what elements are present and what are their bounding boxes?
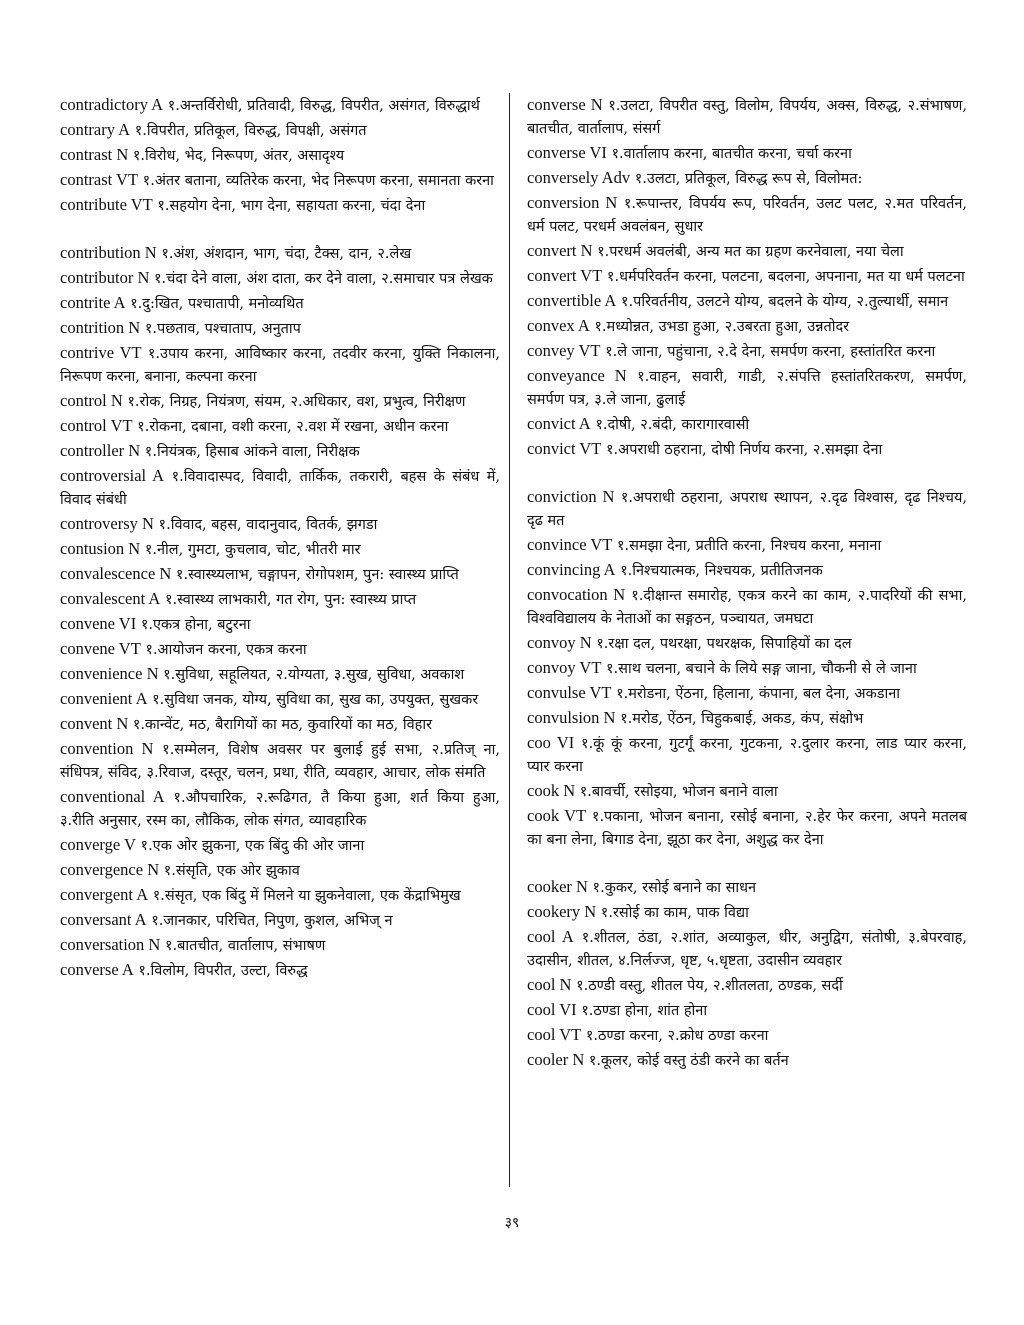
entry-definition: १.परिवर्तनीय, उलटने योग्य, बदलने के योग्य, २.तुल्यार्थी, समान (620, 294, 949, 310)
dictionary-entry (527, 437, 967, 462)
entry-definition: १.स्वास्थ्यलाभ, चङ्गापन, रोगोपशम, पुन: स्वास्थ्य प्राप्ति (175, 567, 459, 583)
entry-definition: १.चंदा देने वाला, अंश दाता, कर देने वाला, २.समाचार पत्र लेखक (153, 271, 493, 287)
dictionary-entry (527, 998, 967, 1023)
dictionary-entry (527, 681, 967, 706)
dictionary-entry (60, 93, 500, 118)
entry-headword: convene VI (60, 614, 137, 633)
dictionary-entry (60, 958, 500, 983)
entry-headword: convert N (527, 241, 593, 260)
entry-headword: controversy N (60, 514, 154, 533)
dictionary-entry (60, 737, 500, 785)
dictionary-entry (60, 414, 500, 439)
entry-headword: convergent A (60, 885, 149, 904)
dictionary-entry (527, 731, 967, 779)
entry-definition: १.वाहन, सवारी, गाडी, २.संपत्ति हस्तांतरितकरण, समर्पण, समर्पण पत्र, ३.ले जाना, ढुलाई (527, 369, 967, 408)
entry-headword: cookery N (527, 902, 597, 921)
entry-definition: १.वार्तालाप करना, बातचीत करना, चर्चा करना (611, 146, 852, 162)
dictionary-entry (60, 439, 500, 464)
entry-headword: contrary A (60, 120, 131, 139)
entry-definition: १.कुकर, रसोई बनाने का साधन (592, 880, 757, 896)
dictionary-entry (527, 631, 967, 656)
entry-definition: १.कूलर, कोई वस्तु ठंडी करने का बर्तन (588, 1053, 789, 1069)
entry-definition: १.कूं कूं करना, गुटर्गूं करना, गुटकना, २.दुलार करना, लाड प्यार करना, प्यार करना (527, 736, 968, 775)
entry-headword: cool VT (527, 1025, 582, 1044)
entry-definition: १.दीक्षान्त समारोह, एकत्र करने का काम, २.पादरियों की सभा, विश्वविद्यालय के नेताओं का सङ्गठन, पञ्चायत, जमघटा (527, 588, 967, 627)
dictionary-entry (527, 364, 967, 412)
entry-definition: १.विलोम, विपरीत, उल्टा, विरुद्ध (138, 963, 308, 979)
dictionary-entry (60, 389, 500, 414)
entry-headword: cool N (527, 975, 572, 994)
dictionary-entry (527, 925, 967, 973)
dictionary-entry (527, 900, 967, 925)
entry-definition: १.उलटा, विपरीत वस्तु, विलोम, विपर्यय, अक्स, विरुद्ध, २.संभाषण, बातचीत, वार्तालाप, संसर्ग (527, 98, 967, 137)
dictionary-entry (527, 533, 967, 558)
entry-definition: १.बावर्ची, रसोइया, भोजन बनाने वाला (579, 784, 778, 800)
dictionary-entry (60, 687, 500, 712)
entry-headword: cook VT (527, 806, 587, 825)
entry-definition: १.संसृत, एक बिंदु में मिलने या झुकनेवाला, एक केंद्राभिमुख (152, 888, 461, 904)
entry-headword: contribution N (60, 243, 157, 262)
entry-definition: १.पकाना, भोजन बनाना, रसोई बनाना, २.हेर फेर करना, अपने मतलब का बना लेना, बिगाड देना, झूठा कर देना, अशुद्ध कर देना (527, 809, 967, 848)
dictionary-entry (60, 883, 500, 908)
entry-definition: १.साथ चलना, बचाने के लिये सङ्ग जाना, चौकनी से ले जाना (606, 661, 917, 677)
dictionary-entry (527, 141, 967, 166)
entry-headword: convocation N (527, 585, 626, 604)
dictionary-entry (60, 908, 500, 933)
entry-headword: convulse VT (527, 683, 612, 702)
dictionary-entry (527, 314, 967, 339)
entry-definition: १.जानकार, परिचित, निपुण, कुशल, अभिज् न (151, 913, 393, 929)
entry-definition: १.विवादास्पद, विवादी, तार्किक, तकरारी, बहस के संबंध में, विवाद संबंधी (60, 469, 501, 508)
entry-headword: controller N (60, 441, 141, 460)
entry-definition: १.एकत्र होना, बटुरना (140, 617, 251, 633)
entry-definition: १.रोकना, दबाना, वशी करना, २.वश में रखना, अधीन करना (137, 419, 449, 435)
entry-headword: contrite A (60, 293, 126, 312)
entry-headword: cool VI (527, 1000, 577, 1019)
entry-headword: convince VT (527, 535, 613, 554)
dictionary-entry (60, 933, 500, 958)
entry-headword: conveyance N (527, 366, 627, 385)
entry-headword: convertible A (527, 291, 617, 310)
entry-definition: १.मरोडना, ऐंठना, हिलाना, कंपाना, बल देना, अकडाना (616, 686, 901, 702)
entry-headword: convergence N (60, 860, 160, 879)
entry-definition: १.मध्योन्नत, उभडा हुआ, २.उबरता हुआ, उन्नतोदर (594, 319, 850, 335)
entry-headword: converse N (527, 95, 603, 114)
entry-definition: १.औपचारिक, २.रूढिगत, तै किया हुआ, शर्त किया हुआ, ३.रीति अनुसार, रस्म का, लौकिक, लोक संगत, व्यावहारिक (60, 790, 500, 829)
dictionary-entry (527, 973, 967, 998)
entry-headword: conversion N (527, 193, 618, 212)
dictionary-entry (60, 562, 500, 587)
dictionary-entry (60, 168, 500, 193)
dictionary-entry (527, 289, 967, 314)
entry-definition: १.कान्वेंट, मठ, बैरागियों का मठ, कुवारियों का मठ, विहार (132, 717, 433, 733)
dictionary-entry (60, 712, 500, 737)
entry-headword: contribute VT (60, 195, 153, 214)
dictionary-entry (60, 637, 500, 662)
entry-definition: १.रूपान्तर, विपर्यय रूप, परिवर्तन, उलट पलट, २.मत परिवर्तन, धर्म पलट, परधर्म अवलंबन, सुधार (527, 196, 968, 235)
dictionary-entry (527, 583, 967, 631)
entry-headword: convene VT (60, 639, 141, 658)
entry-definition: १.दु:खित, पश्चातापी, मनोव्यथित (130, 296, 304, 312)
dictionary-entry (60, 291, 500, 316)
entry-headword: conversation N (60, 935, 161, 954)
entry-definition: १.विपरीत, प्रतिकूल, विरुद्ध, विपक्षी, असंगत (134, 123, 367, 139)
entry-headword: cooker N (527, 877, 588, 896)
dictionary-entry (527, 239, 967, 264)
entry-headword: cool A (527, 927, 574, 946)
entry-headword: convulsion N (527, 708, 616, 727)
entry-definition: १.नील, गुमटा, कुचलाव, चोट, भीतरी मार (144, 542, 361, 558)
entry-headword: cooler N (527, 1050, 585, 1069)
entry-headword: convex A (527, 316, 590, 335)
dictionary-entry (527, 1023, 967, 1048)
entry-headword: convert VT (527, 266, 603, 285)
entry-headword: conversely Adv (527, 168, 631, 187)
dictionary-entry (60, 464, 500, 512)
dictionary-entry (60, 241, 500, 266)
entry-headword: convention N (60, 739, 154, 758)
entry-definition: १.अंश, अंशदान, भाग, चंदा, टैक्स, दान, २.लेख (161, 246, 412, 262)
dictionary-entry (60, 266, 500, 291)
entry-definition: १.शीतल, ठंडा, २.शांत, अव्याकुल, धीर, अनुद्विग, संतोषी, ३.बेपरवाह, उदासीन, शीतल, ४.निर्लज्ज, धृष्ट, ५.धृष्टता, उदासीन व्यवहार (527, 930, 967, 969)
dictionary-entry (60, 587, 500, 612)
dictionary-entry (527, 804, 967, 852)
entry-headword: conversant A (60, 910, 147, 929)
entry-definition: १.विवाद, बहस, वादानुवाद, वितर्क, झगडा (158, 517, 378, 533)
entry-headword: cook N (527, 781, 576, 800)
entry-headword: convalescent A (60, 589, 161, 608)
entry-definition: १.विरोध, भेद, निरूपण, अंतर, असादृश्य (132, 148, 345, 164)
dictionary-entry (60, 193, 500, 218)
entry-headword: control N (60, 391, 123, 410)
dictionary-entry (527, 1048, 967, 1073)
entry-spacer (527, 462, 967, 485)
entry-spacer (60, 218, 500, 241)
entry-headword: contrast VT (60, 170, 139, 189)
dictionary-entry (527, 339, 967, 364)
page-number: ३९ (504, 1215, 520, 1231)
entry-headword: coo VI (527, 733, 575, 752)
entry-definition: १.आयोजन करना, एकत्र करना (145, 642, 307, 658)
entry-headword: convincing A (527, 560, 616, 579)
entry-definition: १.निश्चयात्मक, निश्चयक, प्रतीतिजनक (620, 563, 823, 579)
dictionary-entry (527, 779, 967, 804)
dictionary-entry (527, 656, 967, 681)
entry-headword: convent N (60, 714, 129, 733)
entry-headword: convalescence N (60, 564, 172, 583)
entry-headword: convoy VT (527, 658, 602, 677)
dictionary-entry (527, 191, 967, 239)
right-column (527, 93, 967, 1073)
entry-definition: १.परधर्म अवलंबी, अन्य मत का ग्रहण करनेवाला, नया चेला (597, 244, 904, 260)
entry-headword: contusion N (60, 539, 141, 558)
entry-headword: contrition N (60, 318, 141, 337)
dictionary-entry (60, 316, 500, 341)
entry-definition: १.सुविधा, सहूलियत, २.योग्यता, ३.सुख, सुविधा, अवकाश (163, 667, 465, 683)
dictionary-entry (527, 264, 967, 289)
entry-definition: १.ठण्डी वस्तु, शीतल पेय, २.शीतलता, ठण्डक, सर्दी (576, 978, 843, 994)
entry-definition: १.अपराधी ठहराना, अपराध स्थापन, २.दृढ विश्वास, दृढ निश्चय, दृढ मत (527, 490, 968, 529)
entry-headword: conviction N (527, 487, 615, 506)
entry-headword: convenient A (60, 689, 148, 708)
column-divider (509, 93, 510, 1187)
dictionary-entry (60, 858, 500, 883)
entry-headword: converse A (60, 960, 134, 979)
entry-headword: convict VT (527, 439, 602, 458)
entry-definition: १.दोषी, २.बंदी, कारागारवासी (595, 417, 750, 433)
entry-spacer (527, 852, 967, 875)
entry-definition: १.सुविधा जनक, योग्य, सुविधा का, सुख का, उपयुक्त, सुखकर (152, 692, 479, 708)
entry-definition: १.सहयोग देना, भाग देना, सहायता करना, चंदा देना (157, 198, 426, 214)
entry-headword: contributor N (60, 268, 150, 287)
entry-definition: १.उपाय करना, आविष्कार करना, तदवीर करना, युक्ति निकालना, निरूपण करना, बनाना, कल्पना करना (60, 346, 500, 385)
entry-definition: १.स्वास्थ्य लाभकारी, गत रोग, पुन: स्वास्थ्य प्राप्त (164, 592, 417, 608)
dictionary-entry (527, 706, 967, 731)
dictionary-entry (60, 833, 500, 858)
dictionary-entry (60, 512, 500, 537)
entry-definition: १.पछताव, पश्चाताप, अनुताप (144, 321, 301, 337)
entry-definition: १.सम्मेलन, विशेष अवसर पर बुलाई हुई सभा, २.प्रतिज् ना, संधिपत्र, संविद, ३.रिवाज, दस्तूर, चलन, प्रथा, रीति, व्यवहार, आचार, लोक संमति (60, 742, 501, 781)
entry-headword: convenience N (60, 664, 159, 683)
entry-definition: १.ले जाना, पहुंचाना, २.दे देना, समर्पण करना, हस्तांतरित करना (605, 344, 936, 360)
entry-definition: १.ठण्डा करना, २.क्रोध ठण्डा करना (585, 1028, 769, 1044)
entry-definition: १.अपराधी ठहराना, दोषी निर्णय करना, २.समझा देना (606, 442, 883, 458)
entry-definition: १.बातचीत, वार्तालाप, संभाषण (164, 938, 326, 954)
entry-headword: convey VT (527, 341, 601, 360)
entry-headword: convoy N (527, 633, 592, 652)
entry-definition: १.समझा देना, प्रतीति करना, निश्चय करना, मनाना (617, 538, 882, 554)
entry-headword: contradictory A (60, 95, 164, 114)
dictionary-entry (527, 93, 967, 141)
dictionary-entry (60, 118, 500, 143)
dictionary-entry (527, 875, 967, 900)
entry-headword: contrive VT (60, 343, 142, 362)
entry-headword: converge V (60, 835, 136, 854)
dictionary-entry (527, 558, 967, 583)
entry-definition: १.नियंत्रक, हिसाब आंकने वाला, निरीक्षक (144, 444, 360, 460)
entry-definition: १.अन्तर्विरोधी, प्रतिवादी, विरुद्ध, विपरीत, असंगत, विरुद्धार्थ (167, 98, 480, 114)
entry-headword: contrast N (60, 145, 129, 164)
entry-definition: १.रोक, निग्रह, नियंत्रण, संयम, २.अधिकार, वश, प्रभुत्व, निरीक्षण (127, 394, 466, 410)
entry-definition: १.मरोड, ऐंठन, चिहुकबाई, अकड, कंप, संक्षोभ (620, 711, 864, 727)
left-column (60, 93, 500, 983)
entry-headword: converse VI (527, 143, 607, 162)
entry-definition: १.ठण्डा होना, शांत होना (581, 1003, 708, 1019)
entry-definition: १.एक ओर झुकना, एक बिंदु की ओर जाना (140, 838, 365, 854)
dictionary-entry (527, 166, 967, 191)
dictionary-entry (527, 412, 967, 437)
dictionary-entry (60, 143, 500, 168)
entry-definition: १.रक्षा दल, पथरक्षा, पथरक्षक, सिपाहियों का दल (596, 636, 852, 652)
dictionary-entry (60, 612, 500, 637)
entry-definition: १.संसृति, एक ओर झुकाव (163, 863, 300, 879)
entry-definition: १.धर्मपरिवर्तन करना, पलटना, बदलना, अपनाना, मत या धर्म पलटना (606, 269, 965, 285)
dictionary-entry (60, 785, 500, 833)
entry-headword: control VT (60, 416, 133, 435)
entry-definition: १.रसोई का काम, पाक विद्या (600, 905, 749, 921)
dictionary-entry (60, 341, 500, 389)
dictionary-entry (527, 485, 967, 533)
entry-headword: conventional A (60, 787, 165, 806)
entry-headword: convict A (527, 414, 591, 433)
entry-definition: १.उलटा, प्रतिकूल, विरुद्ध रूप से, विलोमत: (634, 171, 863, 187)
entry-headword: controversial A (60, 466, 165, 485)
entry-definition: १.अंतर बताना, व्यतिरेक करना, भेद निरूपण करना, समानता करना (142, 173, 494, 189)
dictionary-entry (60, 537, 500, 562)
dictionary-entry (60, 662, 500, 687)
